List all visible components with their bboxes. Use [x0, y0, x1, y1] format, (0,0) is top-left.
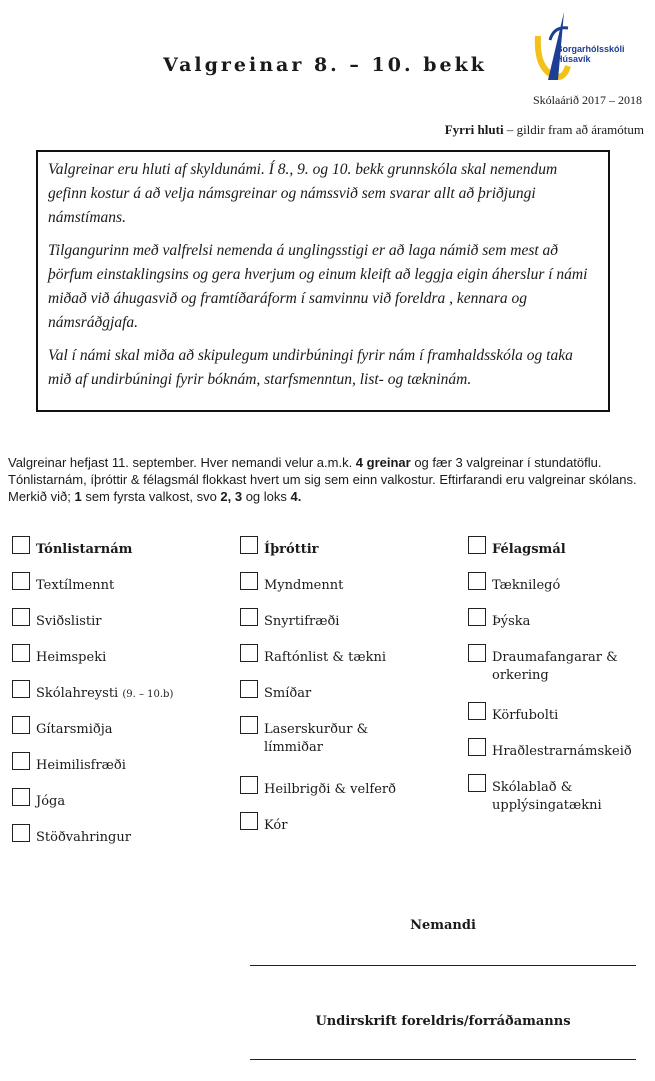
guardian-signature-line[interactable]	[250, 1059, 636, 1060]
checkbox[interactable]	[240, 572, 258, 590]
logo-line-1: Borgarhólsskóli	[556, 44, 625, 54]
page-title: Valgreinar 8. – 10. bekk	[163, 54, 487, 76]
checkbox[interactable]	[12, 680, 30, 698]
option-tonlistarnam[interactable]	[12, 534, 202, 559]
logo-line-2: Húsavík	[556, 54, 591, 64]
checkbox[interactable]	[12, 644, 30, 662]
checkbox[interactable]	[12, 716, 30, 734]
instr-bold: 4.	[290, 489, 302, 504]
option-label: Félagsmál	[492, 542, 566, 557]
intro-box	[36, 150, 610, 412]
option-label: Heimspeki	[36, 650, 107, 665]
option-label-text: Skólahreysti	[36, 686, 119, 701]
option-label: Jóga	[36, 794, 66, 809]
student-signature-line[interactable]	[250, 965, 636, 966]
option-label: Tæknilegó	[492, 578, 561, 593]
intro-paragraph: Tilgangurinn með valfrelsi nemenda á unglingsstigi er að laga námið sem mest að þörfum einstaklingsins og gera hverjum og einum kleift að leggja eigin áherslur í námi miðað við áhugasvið og framtíðaráform í samvinnu við foreldra , kennara og námsráðgjafa.	[48, 242, 588, 331]
option-textilmennt[interactable]	[12, 570, 202, 595]
option-label: Sviðslistir	[36, 614, 102, 629]
checkbox[interactable]	[468, 774, 486, 792]
option-svidslistir[interactable]	[12, 606, 202, 631]
school-year: Skólaárið 2017 – 2018	[533, 93, 642, 107]
option-label: Smíðar	[264, 686, 312, 701]
instr-text: Valgreinar hefjast 11. september. Hver nemandi velur a.m.k.	[8, 455, 356, 470]
option-felagsmal[interactable]	[468, 534, 655, 559]
checkbox[interactable]	[240, 608, 258, 626]
option-label: Skólablað & upplýsingatækni	[492, 780, 602, 813]
option-heimspeki[interactable]	[12, 642, 202, 667]
checkbox[interactable]	[468, 644, 486, 662]
instr-bold: 4 greinar	[355, 455, 411, 470]
option-gitarsmidja[interactable]	[12, 714, 202, 739]
checkbox[interactable]	[240, 536, 258, 554]
checkbox[interactable]	[468, 738, 486, 756]
option-label: Draumafangarar & orkering	[492, 650, 618, 683]
option-taeknilego[interactable]	[468, 570, 655, 595]
option-hradlestrar[interactable]	[468, 736, 655, 761]
checkbox[interactable]	[240, 812, 258, 830]
option-korfubolti[interactable]	[468, 700, 655, 725]
option-label: Þýska	[492, 614, 531, 629]
option-label: Körfubolti	[492, 708, 559, 723]
part-bold: Fyrri hluti	[444, 122, 504, 137]
option-label: Íþróttir	[264, 542, 319, 557]
intro-paragraph: Val í námi skal miða að skipulegum undirbúningi fyrir nám í framhaldsskóla og taka mið af undirbúningi fyrir bóknám, starfsmenntun, list- og tækninám.	[48, 347, 573, 388]
option-draumafangarar[interactable]	[468, 642, 638, 685]
checkbox[interactable]	[468, 536, 486, 554]
part-rest: – gildir fram að áramótum	[503, 122, 644, 137]
instr-text: og loks	[242, 489, 291, 504]
option-smidar[interactable]	[240, 678, 430, 703]
option-label: Textílmennt	[36, 578, 115, 593]
option-label: Myndmennt	[264, 578, 344, 593]
option-laserskurdur[interactable]	[240, 714, 390, 757]
option-label: Hraðlestrarnámskeið	[492, 744, 632, 759]
option-note: (9. – 10.b)	[122, 689, 174, 700]
option-skolahreysti[interactable]	[12, 678, 202, 704]
option-raftonlist[interactable]	[240, 642, 430, 667]
option-label: Stöðvahringur	[36, 830, 131, 845]
student-label: Nemandi	[410, 918, 476, 933]
checkbox[interactable]	[12, 536, 30, 554]
option-label: Kór	[264, 818, 288, 833]
checkbox[interactable]	[240, 716, 258, 734]
option-snyrtifraedi[interactable]	[240, 606, 430, 631]
instr-text: og fær 3 valgreinar í stundatöflu. Tónlistarnám, íþróttir & félagsmál flokkast hvert um sig sem einn valkostur. Eftirfarandi eru valgreinar skólans. Merkið við;	[8, 455, 637, 504]
option-label: Heilbrigði & velferð	[264, 782, 396, 797]
guardian-label: Undirskrift foreldris/forráðamanns	[315, 1014, 571, 1029]
option-label: Heimilisfræði	[36, 758, 126, 773]
option-myndmennt[interactable]	[240, 570, 430, 595]
option-heilbrigdi[interactable]	[240, 774, 430, 799]
option-stodvahringur[interactable]	[12, 822, 202, 847]
checkbox[interactable]	[468, 702, 486, 720]
checkbox[interactable]	[468, 572, 486, 590]
checkbox[interactable]	[240, 776, 258, 794]
option-kor[interactable]	[240, 810, 430, 835]
instructions	[8, 454, 648, 505]
instr-bold: 1	[74, 489, 82, 504]
option-heimilisfraedi[interactable]	[12, 750, 202, 775]
checkbox[interactable]	[12, 572, 30, 590]
option-label	[36, 685, 173, 704]
checkbox[interactable]	[12, 824, 30, 842]
checkbox[interactable]	[240, 644, 258, 662]
option-ithrottir[interactable]	[240, 534, 430, 559]
logo-text	[556, 44, 625, 64]
checkbox[interactable]	[12, 608, 30, 626]
option-label: Raftónlist & tækni	[264, 650, 386, 665]
option-skolablad[interactable]	[468, 772, 618, 815]
option-label: Snyrtifræði	[264, 614, 340, 629]
instr-text: sem fyrsta valkost, svo	[81, 489, 221, 504]
checkbox[interactable]	[12, 752, 30, 770]
checkbox[interactable]	[240, 680, 258, 698]
part-subtitle	[445, 122, 644, 138]
option-label: Tónlistarnám	[36, 542, 133, 557]
option-joga[interactable]	[12, 786, 202, 811]
option-thyska[interactable]	[468, 606, 655, 631]
intro-paragraph: Valgreinar eru hluti af skyldunámi. Í 8., 9. og 10. bekk grunnskóla skal nemendum gefinn kostur á að velja námsgreinar og námssvið sem svarar allt að þriðjungi námstímans.	[48, 161, 558, 226]
option-label: Gítarsmiðja	[36, 722, 113, 737]
checkbox[interactable]	[12, 788, 30, 806]
checkbox[interactable]	[468, 608, 486, 626]
option-label: Laserskurður & límmiðar	[264, 722, 369, 755]
instr-bold: 2, 3	[220, 489, 243, 504]
